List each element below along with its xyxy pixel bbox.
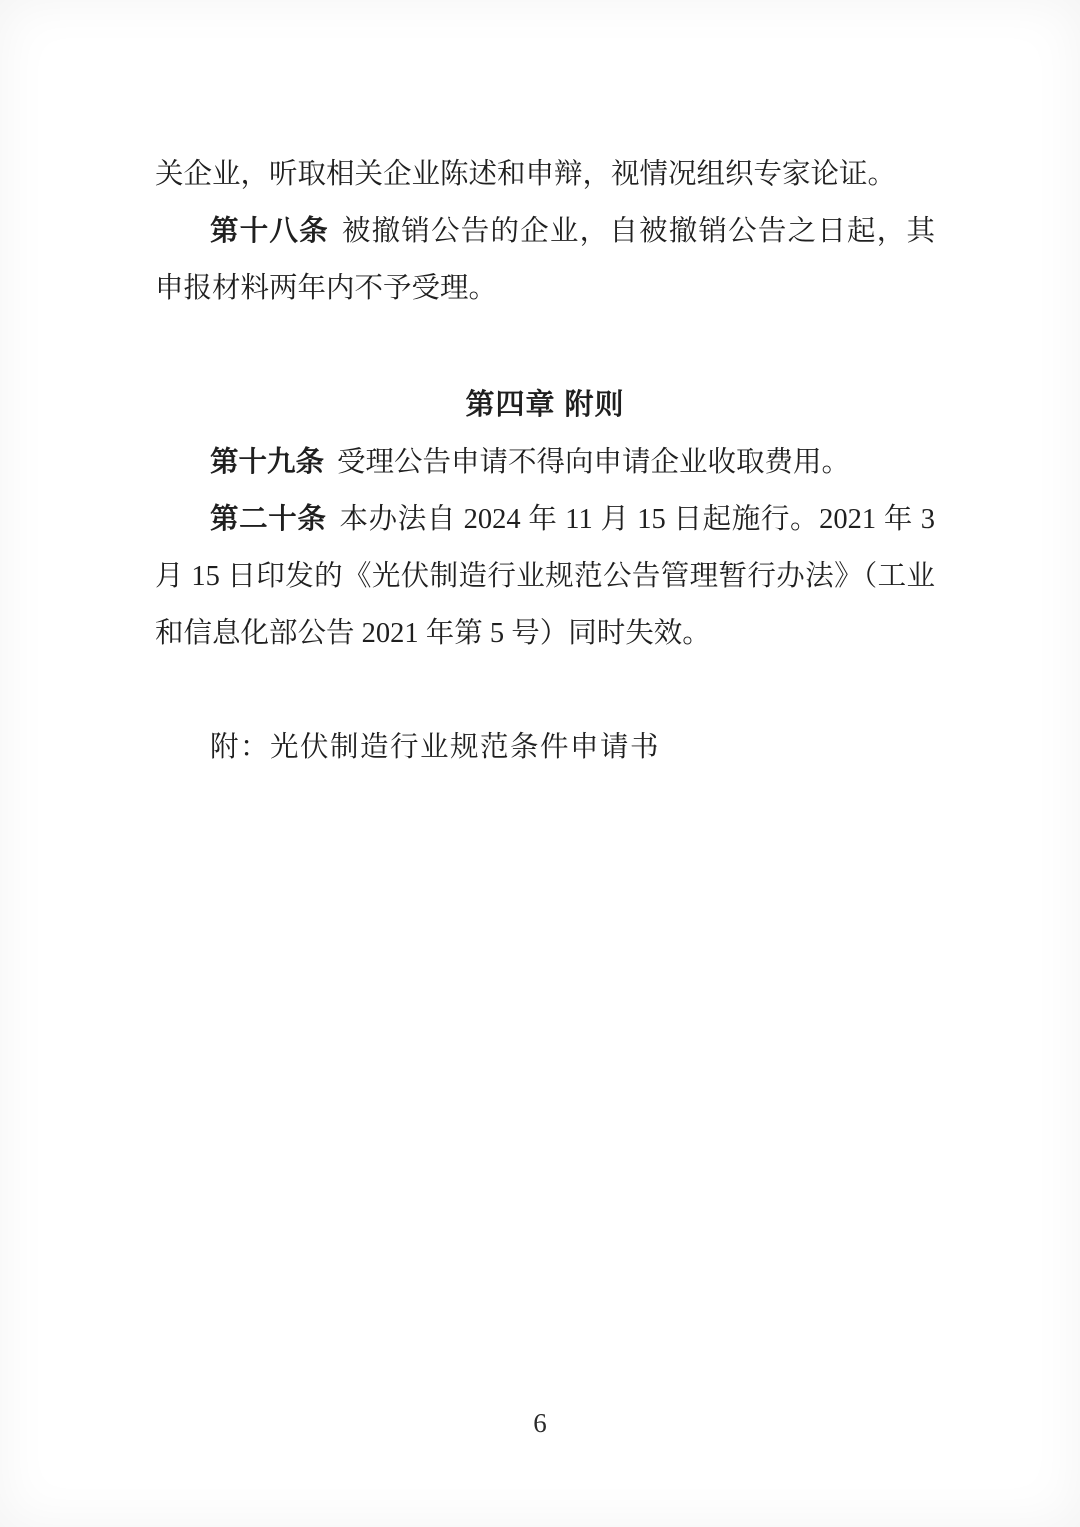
article-20-paragraph: [155, 491, 935, 662]
article-20-number: 第二十条: [210, 503, 327, 535]
article-19-text: 受理公告申请不得向申请企业收取费用。: [337, 447, 851, 478]
article-19-paragraph: [155, 434, 935, 491]
article-18-text: 被撤销公告的企业，自被撤销公告之日起，其申报材料两年内不予受理。: [155, 216, 935, 304]
article-20-text: 本办法自 2024 年 11 月 15 日起施行。2021 年 3 月 15 日印发的《光伏制造行业规范公告管理暂行办法》（工业和信息化部公告 2021 年第 5 号）同时失效。: [155, 504, 935, 649]
article-18-number: 第十八条: [210, 215, 329, 247]
article-18-paragraph: [155, 203, 935, 317]
attachment-note: 附：光伏制造行业规范条件申请书: [210, 732, 661, 763]
paragraph-continuation: 关企业，听取相关企业陈述和申辩，视情况组织专家论证。: [155, 159, 897, 190]
page-number: 6: [533, 1408, 547, 1438]
chapter-heading: 第四章 附则: [465, 389, 625, 421]
article-19-number: 第十九条: [210, 446, 325, 478]
